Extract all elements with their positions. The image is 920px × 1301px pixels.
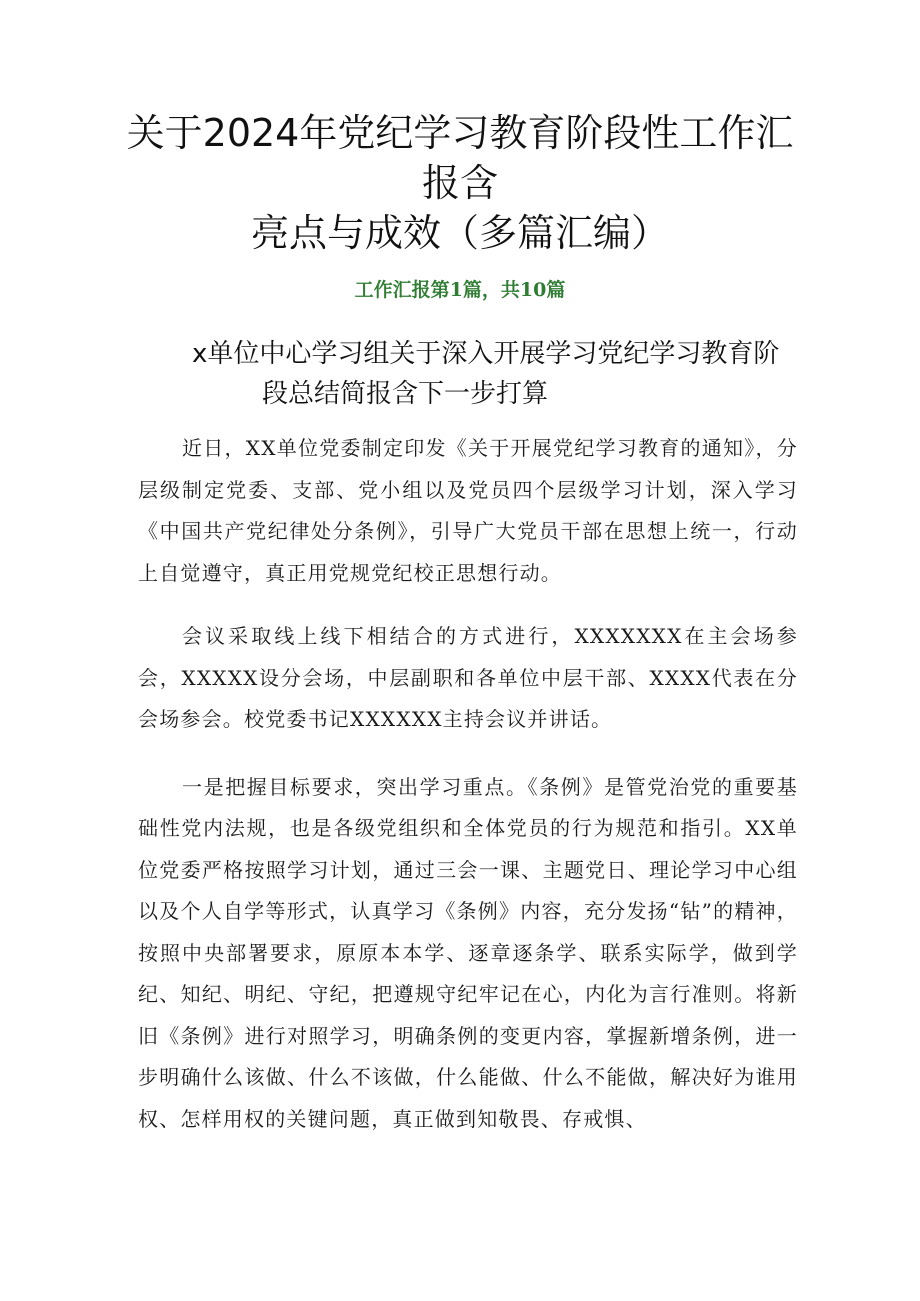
section-title: [150, 334, 810, 414]
document-title-line-1: 关于2024年党纪学习教育阶段性工作汇报含: [126, 111, 794, 205]
section-title-line-2: 段总结简报含下一步打算: [262, 379, 549, 409]
paragraph: 近日，XX单位党委制定印发《关于开展党纪学习教育的通知》，分层级制定党委、支部、党小组以及党员四个层级学习计划，深入学习《中国共产党纪律处分条例》，引导广大党员干部在思想上统一，行动上自觉遵守，真正用党规党纪校正思想行动。: [138, 436, 798, 585]
paragraph: 会议采取线上线下相结合的方式进行，XXXXXXX在主会场参会，XXXXX设分会场，中层副职和各单位中层干部、XXXX代表在分会场参会。校党委书记XXXXXX主持会议并讲话。: [138, 624, 798, 731]
part-label: 工作汇报第1篇，共10篇: [354, 279, 566, 301]
paragraph: 一是把握目标要求，突出学习重点。《条例》是管党治党的重要基础性党内法规，也是各级党组织和全体党员的行为规范和指引。XX单位党委严格按照学习计划，通过三会一课、主题党日、理论学习中心组以及个人自学等形式，认真学习《条例》内容，充分发扬“钻”的精神，按照中央部署要求，原原本本学、逐章逐条学、联系实际学，做到学纪、知纪、明纪、守纪，把遵规守纪牢记在心，内化为言行准则。将新旧《条例》进行对照学习，明确条例的变更内容，掌握新增条例，进一步明确什么该做、什么不该做，什么能做、什么不能做，解决好为谁用权、怎样用权的关键问题，真正做到知敬畏、存戒惧、: [138, 774, 798, 1131]
document-title: [120, 108, 800, 258]
body-text: [138, 428, 798, 1164]
document-title-line-2: 亮点与成效（多篇汇编）: [250, 211, 669, 255]
section-title-line-1: x单位中心学习组关于深入开展学习党纪学习教育阶: [192, 339, 780, 369]
